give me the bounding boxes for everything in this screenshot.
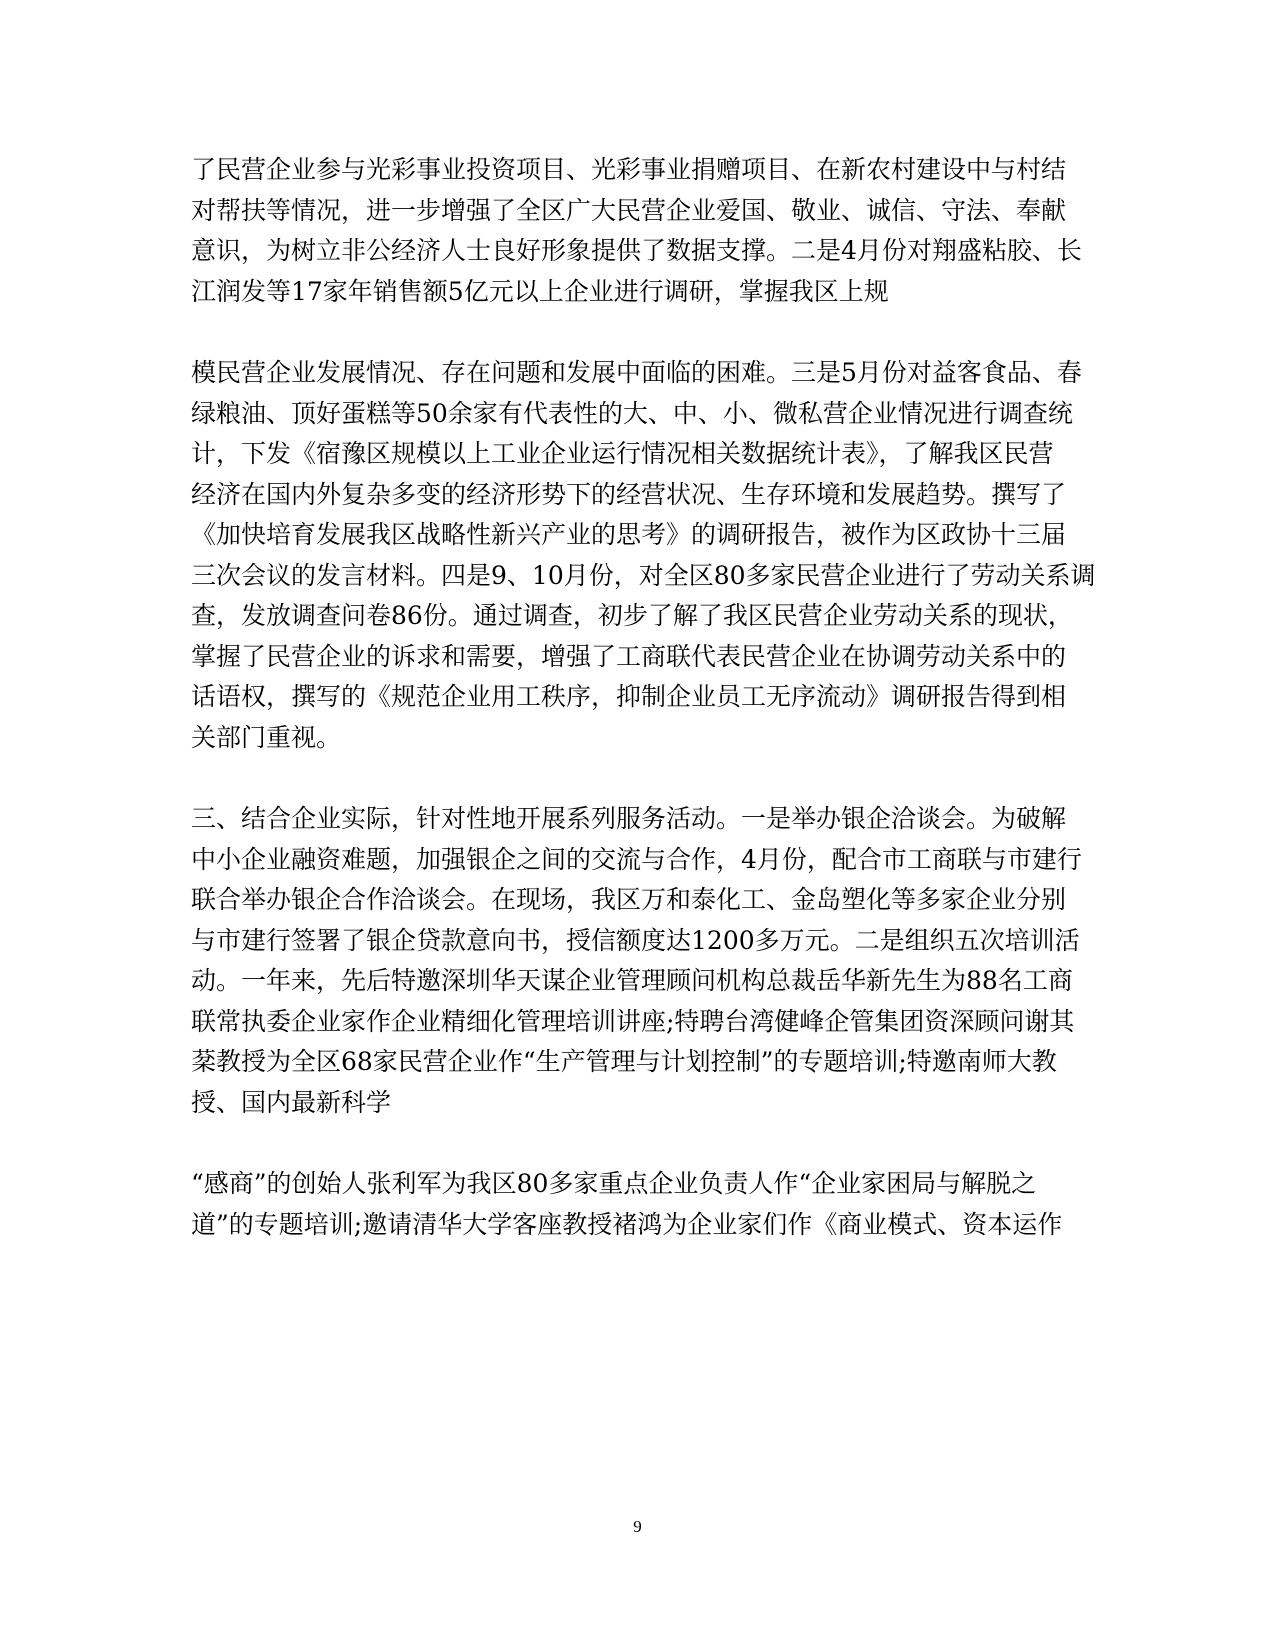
- text-line: 《加快培育发展我区战略性新兴产业的思考》的调研报告，被作为区政协十三届: [191, 520, 1067, 549]
- text-line: 关部门重视。: [191, 722, 342, 752]
- text-line: 中小企业融资难题，加强银企之间的交流与合作，4月份，配合市工商联与市建行: [191, 844, 1082, 874]
- paragraph: [191, 150, 1086, 312]
- paragraph: [191, 353, 1096, 758]
- paragraph: [191, 1164, 1086, 1245]
- text-line: 江润发等17家年销售额5亿元以上企业进行调研，掌握我区上规: [191, 276, 889, 306]
- text-line: 授、国内最新科学: [191, 1087, 392, 1117]
- page-number: 9: [633, 1517, 642, 1536]
- text-line: 了民营企业参与光彩事业投资项目、光彩事业捐赠项目、在新农村建设中与村结: [191, 155, 1067, 184]
- text-line: “感商”的创始人张利军为我区80多家重点企业负责人作“企业家困局与解脱之: [191, 1169, 1037, 1198]
- text-line: 对帮扶等情况，进一步增强了全区广大民营企业爱国、敬业、诚信、守法、奉献: [191, 195, 1067, 225]
- body-text: [191, 150, 1096, 1245]
- text-line: 查，发放调查问卷86份。通过调查，初步了解了我区民营企业劳动关系的现状，: [191, 601, 1073, 630]
- text-line: 绿粮油、顶好蛋糕等50余家有代表性的大、中、小、微私营企业情况进行调查统: [191, 398, 1073, 428]
- text-line: 三、结合企业实际，针对性地开展系列服务活动。一是举办银企洽谈会。为破解: [191, 804, 1067, 833]
- text-line: 道”的专题培训;邀请清华大学客座教授褚鸿为企业家们作《商业模式、资本运作: [191, 1209, 1063, 1239]
- text-line: 话语权，撰写的《规范企业用工秩序，抑制企业员工无序流动》调研报告得到相: [191, 682, 1067, 711]
- text-line: 联合举办银企合作洽谈会。在现场，我区万和泰化工、金岛塑化等多家企业分别: [191, 885, 1067, 914]
- paragraph: [191, 799, 1086, 1123]
- text-line: 意识，为树立非公经济人士良好形象提供了数据支撑。二是4月份对翔盛粘胶、长: [191, 236, 1082, 265]
- text-line: 三次会议的发言材料。四是9、10月份，对全区80多家民营企业进行了劳动关系调: [191, 560, 1096, 590]
- text-line: 动。一年来，先后特邀深圳华天谋企业管理顾问机构总裁岳华新先生为88名工商: [191, 966, 1073, 995]
- text-line: 棻教授为全区68家民营企业作“生产管理与计划控制”的专题培训;特邀南师大教: [191, 1047, 1057, 1076]
- text-line: 模民营企业发展情况、存在问题和发展中面临的困难。三是5月份对益客食品、春: [191, 358, 1082, 387]
- text-line: 与市建行签署了银企贷款意向书，授信额度达1200多万元。二是组织五次培训活: [191, 925, 1080, 955]
- text-line: 联常执委企业家作企业精细化管理培训讲座;特聘台湾健峰企管集团资深顾问谢其: [191, 1006, 1075, 1036]
- text-line: 掌握了民营企业的诉求和需要，增强了工商联代表民营企业在协调劳动关系中的: [191, 641, 1067, 671]
- text-line: 计，下发《宿豫区规模以上工业企业运行情况相关数据统计表》，了解我区民营: [191, 439, 1054, 468]
- text-line: 经济在国内外复杂多变的经济形势下的经营状况、生存环境和发展趋势。撰写了: [191, 479, 1067, 509]
